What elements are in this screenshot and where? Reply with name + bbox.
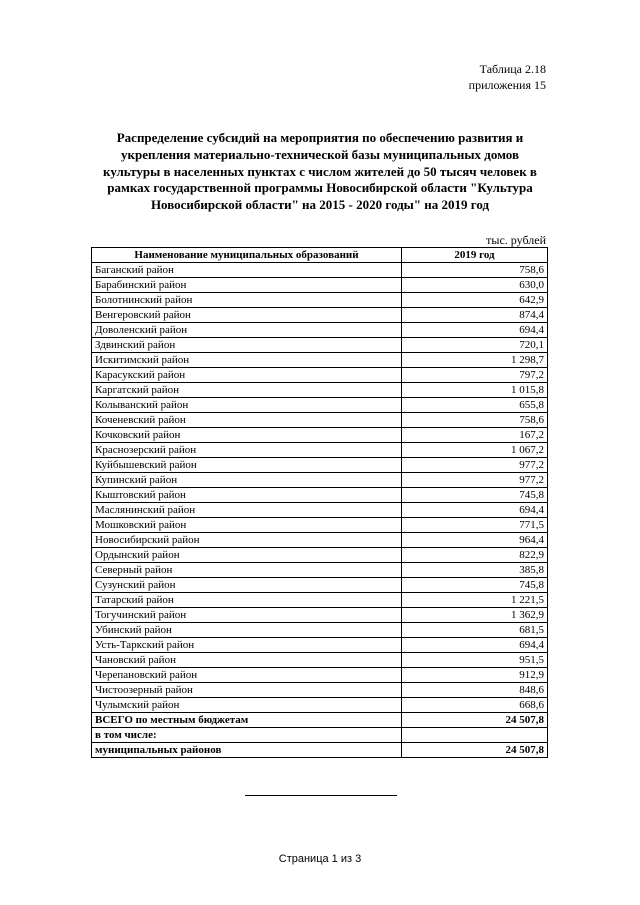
column-header-year: 2019 год bbox=[402, 248, 548, 263]
subsidy-value: 694,4 bbox=[402, 323, 548, 338]
document-title bbox=[94, 130, 546, 214]
district-name: Усть-Таркский район bbox=[92, 638, 402, 653]
district-name: Северный район bbox=[92, 563, 402, 578]
subsidy-value: 1 362,9 bbox=[402, 608, 548, 623]
total-label: ВСЕГО по местным бюджетам bbox=[92, 713, 402, 728]
table-row bbox=[92, 683, 548, 698]
table-row bbox=[92, 428, 548, 443]
subsidy-value: 912,9 bbox=[402, 668, 548, 683]
district-name: Черепановский район bbox=[92, 668, 402, 683]
district-name: Кыштовский район bbox=[92, 488, 402, 503]
subsidy-value: 964,4 bbox=[402, 533, 548, 548]
table-row bbox=[92, 533, 548, 548]
subsidy-value: 977,2 bbox=[402, 473, 548, 488]
district-name: Новосибирский район bbox=[92, 533, 402, 548]
district-name: Сузунский район bbox=[92, 578, 402, 593]
subsidy-value: 758,6 bbox=[402, 413, 548, 428]
district-name: Маслянинский район bbox=[92, 503, 402, 518]
table-row bbox=[92, 353, 548, 368]
table-row bbox=[92, 698, 548, 713]
district-name: Убинский район bbox=[92, 623, 402, 638]
table-row bbox=[92, 278, 548, 293]
table-row bbox=[92, 458, 548, 473]
subsidy-value: 874,4 bbox=[402, 308, 548, 323]
title-line: рамках государственной программы Новосибирской области "Культура bbox=[107, 180, 533, 196]
subsidy-value: 385,8 bbox=[402, 563, 548, 578]
district-name: Барабинский район bbox=[92, 278, 402, 293]
table-row bbox=[92, 413, 548, 428]
table-row bbox=[92, 443, 548, 458]
subsidy-value: 720,1 bbox=[402, 338, 548, 353]
district-name: Ордынский район bbox=[92, 548, 402, 563]
table-row bbox=[92, 548, 548, 563]
subsidy-value: 745,8 bbox=[402, 578, 548, 593]
page-number: Страница 1 из 3 bbox=[278, 853, 362, 865]
subsidy-value: 1 067,2 bbox=[402, 443, 548, 458]
table-row bbox=[92, 398, 548, 413]
table-row bbox=[92, 383, 548, 398]
subsidy-value: 1 015,8 bbox=[402, 383, 548, 398]
including-label: в том числе: bbox=[92, 728, 402, 743]
subsidy-value: 771,5 bbox=[402, 518, 548, 533]
subsidy-value: 977,2 bbox=[402, 458, 548, 473]
district-name: Колыванский район bbox=[92, 398, 402, 413]
subsidy-value: 630,0 bbox=[402, 278, 548, 293]
municipal-districts-row bbox=[92, 743, 548, 758]
district-name: Кочковский район bbox=[92, 428, 402, 443]
subsidy-value: 694,4 bbox=[402, 638, 548, 653]
district-name: Искитимский район bbox=[92, 353, 402, 368]
horizontal-divider bbox=[245, 795, 397, 796]
table-row bbox=[92, 323, 548, 338]
table-row bbox=[92, 473, 548, 488]
subsidy-value: 1 221,5 bbox=[402, 593, 548, 608]
subsidy-value: 1 298,7 bbox=[402, 353, 548, 368]
district-name: Болотнинский район bbox=[92, 293, 402, 308]
title-line: культуры в населенных пунктах с числом жителей до 50 тысяч человек в bbox=[103, 163, 537, 179]
table-reference bbox=[469, 61, 546, 93]
table-row bbox=[92, 653, 548, 668]
district-name: Доволенский район bbox=[92, 323, 402, 338]
district-name: Карасукский район bbox=[92, 368, 402, 383]
subsidy-value: 167,2 bbox=[402, 428, 548, 443]
subsidy-value: 681,5 bbox=[402, 623, 548, 638]
district-name: Чистоозерный район bbox=[92, 683, 402, 698]
table-row bbox=[92, 593, 548, 608]
table-row bbox=[92, 578, 548, 593]
column-header-name: Наименование муниципальных образований bbox=[92, 248, 402, 263]
subsidy-value: 668,6 bbox=[402, 698, 548, 713]
table-row bbox=[92, 623, 548, 638]
subsidy-value: 642,9 bbox=[402, 293, 548, 308]
district-name: Купинский район bbox=[92, 473, 402, 488]
district-name: Здвинский район bbox=[92, 338, 402, 353]
subsidy-value: 655,8 bbox=[402, 398, 548, 413]
subsidy-value: 951,5 bbox=[402, 653, 548, 668]
table-row bbox=[92, 293, 548, 308]
table-row bbox=[92, 503, 548, 518]
table-row bbox=[92, 338, 548, 353]
district-name: Татарский район bbox=[92, 593, 402, 608]
subsidy-value: 745,8 bbox=[402, 488, 548, 503]
district-name: Краснозерский район bbox=[92, 443, 402, 458]
table-row bbox=[92, 638, 548, 653]
title-line: Новосибирской области" на 2015 - 2020 годы" на 2019 год bbox=[150, 197, 490, 213]
including-row bbox=[92, 728, 548, 743]
appendix-reference: приложения 15 bbox=[468, 78, 546, 92]
total-row bbox=[92, 713, 548, 728]
subsidy-value: 694,4 bbox=[402, 503, 548, 518]
units-label: тыс. рублей bbox=[486, 233, 546, 247]
district-name: Венгеровский район bbox=[92, 308, 402, 323]
district-name: Чановский район bbox=[92, 653, 402, 668]
municipal-districts-label: муниципальных районов bbox=[92, 743, 402, 758]
table-row bbox=[92, 563, 548, 578]
subsidies-table bbox=[91, 247, 548, 758]
municipal-districts-value: 24 507,8 bbox=[402, 743, 548, 758]
title-line: укрепления материально-технической базы муниципальных домов bbox=[121, 146, 519, 162]
district-name: Тогучинский район bbox=[92, 608, 402, 623]
table-number: Таблица 2.18 bbox=[479, 62, 546, 76]
district-name: Куйбышевский район bbox=[92, 458, 402, 473]
subsidy-value: 797,2 bbox=[402, 368, 548, 383]
table-body bbox=[92, 263, 548, 713]
total-value: 24 507,8 bbox=[402, 713, 548, 728]
district-name: Каргатский район bbox=[92, 383, 402, 398]
table-row bbox=[92, 263, 548, 278]
table-row bbox=[92, 368, 548, 383]
table-row bbox=[92, 668, 548, 683]
table-row bbox=[92, 608, 548, 623]
subsidy-value: 758,6 bbox=[402, 263, 548, 278]
subsidy-value: 848,6 bbox=[402, 683, 548, 698]
district-name: Коченевский район bbox=[92, 413, 402, 428]
including-value bbox=[402, 728, 548, 743]
title-line: Распределение субсидий на мероприятия по обеспечению развития и bbox=[116, 130, 524, 145]
district-name: Мошковский район bbox=[92, 518, 402, 533]
table-header-row bbox=[92, 248, 548, 263]
district-name: Баганский район bbox=[92, 263, 402, 278]
district-name: Чулымский район bbox=[92, 698, 402, 713]
table-row bbox=[92, 488, 548, 503]
table-row bbox=[92, 518, 548, 533]
subsidy-value: 822,9 bbox=[402, 548, 548, 563]
table-row bbox=[92, 308, 548, 323]
